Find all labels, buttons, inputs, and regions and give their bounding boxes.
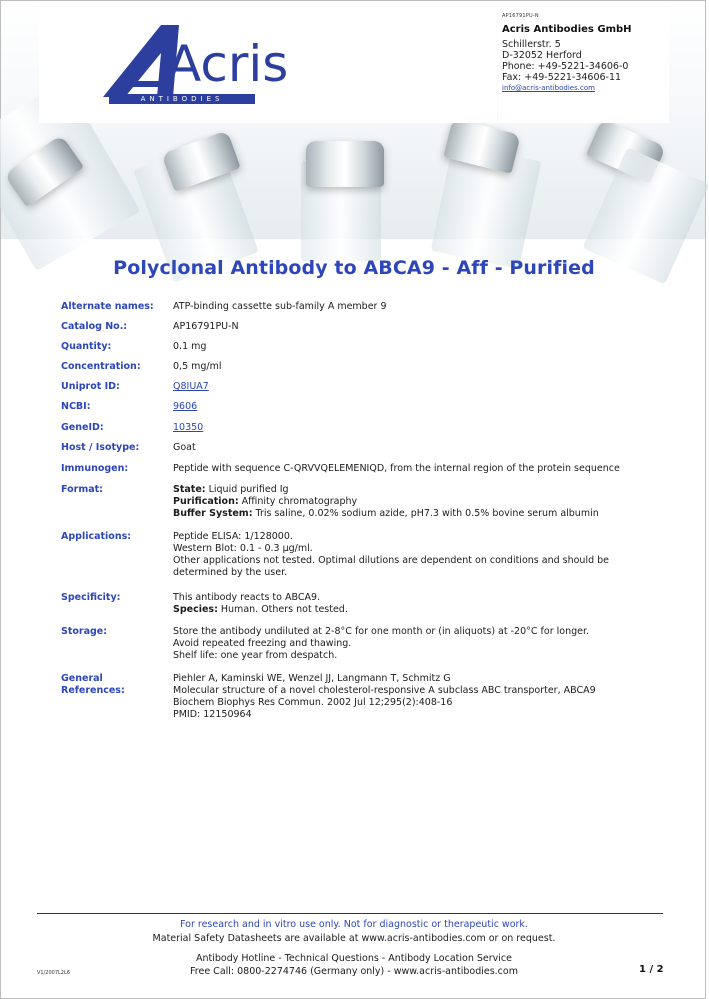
spec-label — [61, 673, 173, 697]
reference-line: PMID: 12150964 — [173, 709, 252, 720]
spec-value: Peptide with sequence C-QRVVQELEMENIQD, from the internal region of the protein sequence — [173, 463, 620, 474]
applications-line: Peptide ELISA: 1/128000. — [173, 531, 293, 542]
spec-value — [173, 673, 663, 721]
research-use-notice: For research and in vitro use only. Not for diagnostic or therapeutic work. — [180, 919, 528, 930]
spec-label: Applications: — [61, 531, 132, 542]
uniprot-link[interactable]: Q8IUA7 — [173, 381, 209, 392]
footer-divider — [37, 913, 663, 914]
company-city: D-32052 Herford — [502, 50, 582, 61]
format-purification-label: Purification: — [173, 496, 239, 507]
company-name: Acris Antibodies GmbH — [502, 24, 632, 35]
company-phone: Phone: +49-5221-34606-0 — [502, 61, 629, 72]
logo-text: Acris — [167, 35, 289, 93]
species-label: Species: — [173, 604, 218, 615]
spec-value: 0.1 mg — [173, 341, 207, 352]
format-purification-value: Affinity chromatography — [238, 496, 358, 507]
spec-label: GeneID: — [61, 422, 104, 433]
msds-notice: Material Safety Datasheets are available at www.acris-antibodies.com or on request. — [152, 933, 556, 944]
catalog-code-small: AP16791PU-N — [502, 13, 539, 19]
company-street: Schillerstr. 5 — [502, 39, 561, 50]
storage-line: Shelf life: one year from despatch. — [173, 650, 338, 661]
references-label-line: References: — [61, 685, 125, 696]
product-title: Polyclonal Antibody to ABCA9 - Aff - Purified — [113, 257, 595, 279]
format-buffer-label: Buffer System: — [173, 508, 253, 519]
format-buffer-value: Tris saline, 0.02% sodium azide, pH7.3 with 0.5% bovine serum albumin — [252, 508, 599, 519]
freecall-text: Free Call: 0800-2274746 (Germany only) - www.acris-antibodies.com — [190, 966, 518, 977]
spec-value: AP16791PU-N — [173, 321, 239, 332]
spec-label: NCBI: — [61, 401, 91, 412]
reference-line: Molecular structure of a novel cholesterol-responsive A subclass ABC transporter, ABCA9 — [173, 685, 596, 696]
spec-label: Quantity: — [61, 341, 112, 352]
spec-value — [173, 626, 663, 662]
applications-line: Other applications not tested. Optimal dilutions are dependent on conditions and should be — [173, 555, 610, 566]
version-code: V1/2007L2L6 — [37, 970, 70, 976]
reference-line: Biochem Biophys Res Commun. 2002 Jul 12;295(2):408-16 — [173, 697, 453, 708]
header-banner — [1, 1, 705, 239]
applications-line: determined by the user. — [173, 567, 288, 578]
company-info — [498, 1, 669, 123]
spec-label: Uniprot ID: — [61, 381, 120, 392]
spec-label: Format: — [61, 484, 103, 495]
spec-label: Host / Isotype: — [61, 442, 140, 453]
spec-label: Immunogen: — [61, 463, 129, 474]
spec-value: 0,5 mg/ml — [173, 361, 222, 372]
spec-value — [173, 592, 663, 616]
vial-cap-decor — [306, 141, 384, 187]
specificity-line: This antibody reacts to ABCA9. — [173, 592, 321, 603]
logo-panel — [39, 1, 497, 123]
spec-label: Alternate names: — [61, 301, 154, 312]
company-email-link[interactable]: info@acris-antibodies.com — [502, 84, 595, 92]
company-fax: Fax: +49-5221-34606-11 — [502, 72, 622, 83]
logo-subtitle: ANTIBODIES — [140, 95, 224, 103]
storage-line: Store the antibody undiluted at 2-8°C for one month or (in aliquots) at -20°C for longer. — [173, 626, 590, 637]
reference-line: Piehler A, Kaminski WE, Wenzel JJ, Langmann T, Schmitz G — [173, 673, 451, 684]
spec-value: Goat — [173, 442, 196, 453]
spec-value — [173, 484, 663, 520]
page-number: 1 / 2 — [639, 964, 664, 975]
spec-value: ATP-binding cassette sub-family A member 9 — [173, 301, 387, 312]
hotline-text: Antibody Hotline - Technical Questions - Antibody Location Service — [196, 953, 512, 964]
applications-line: Western Blot: 0.1 - 0.3 µg/ml. — [173, 543, 313, 554]
geneid-link[interactable]: 10350 — [173, 422, 204, 433]
spec-label: Catalog No.: — [61, 321, 128, 332]
references-label-line: General — [61, 673, 103, 684]
storage-line: Avoid repeated freezing and thawing. — [173, 638, 352, 649]
spec-label: Storage: — [61, 626, 108, 637]
spec-label: Specificity: — [61, 592, 121, 603]
species-value: Human. Others not tested. — [217, 604, 348, 615]
format-state-value: Liquid purified Ig — [205, 484, 289, 495]
format-state-label: State: — [173, 484, 206, 495]
ncbi-link[interactable]: 9606 — [173, 401, 198, 412]
spec-value — [173, 531, 663, 579]
spec-label: Concentration: — [61, 361, 141, 372]
